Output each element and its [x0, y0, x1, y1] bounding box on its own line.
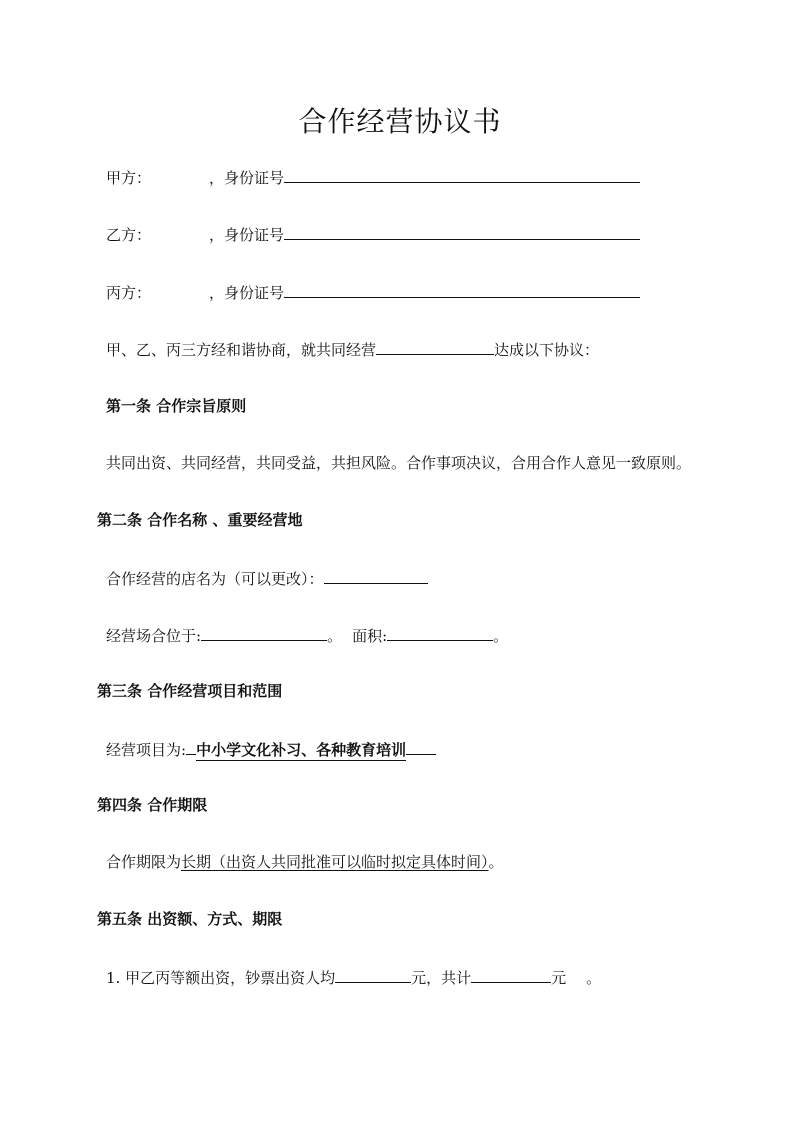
location-line [106, 624, 508, 646]
investment-end: 。 [586, 969, 602, 987]
intro-text-after: 达成以下协议： [494, 341, 600, 359]
project-label: 经营项目为: [106, 741, 187, 759]
intro-text-before: 甲、乙、丙三方经和谐协商，就共同经营 [106, 341, 377, 359]
investment-line [106, 966, 601, 988]
party-c-id-label: ，身份证号 [209, 284, 285, 302]
project-line [106, 738, 436, 761]
area-label: 面积: [352, 627, 388, 645]
article-3-heading: 第三条 合作经营项目和范围 [97, 682, 283, 700]
party-a-label: 甲方： [106, 169, 152, 187]
party-b-id-label: ，身份证号 [209, 226, 285, 244]
term-end: 。 [488, 853, 504, 871]
intro-line [106, 338, 599, 360]
article-5-heading: 第五条 出资额、方式、期限 [97, 910, 283, 928]
party-a-id-blank[interactable] [284, 166, 640, 183]
per-person-amount-blank[interactable] [335, 966, 411, 983]
investment-text-after: 元 [551, 969, 567, 987]
party-b-label: 乙方： [106, 226, 152, 244]
store-name-blank[interactable] [324, 567, 428, 584]
party-a-line [106, 166, 640, 188]
article-4-heading: 第四条 合作期限 [97, 796, 208, 814]
party-c-id-blank[interactable] [284, 281, 640, 298]
area-blank[interactable] [387, 624, 493, 641]
party-b-id-blank[interactable] [284, 223, 640, 240]
store-name-label: 合作经营的店名为（可以更改）： [106, 570, 324, 588]
document-title: 合作经营协议书 [298, 105, 502, 138]
project-value: 中小学文化补习、各种教育培训 [196, 741, 407, 759]
business-blank[interactable] [376, 338, 494, 355]
area-end: 。 [493, 627, 509, 645]
investment-text-mid: 元，共计 [411, 969, 472, 987]
location-label: 经营场合位于: [106, 627, 202, 645]
term-value: 长期（出资人共同批准可以临时拟定具体时间） [181, 853, 489, 871]
location-blank[interactable] [201, 624, 327, 641]
party-b-line [106, 223, 640, 245]
article-2-heading: 第二条 合作名称 、重要经营地 [97, 511, 303, 529]
investment-text-before: 1. 甲乙丙等额出资，钞票出资人均 [106, 969, 336, 987]
store-name-line [106, 567, 428, 589]
article-1-body: 共同出资、共同经营，共同受益，共担风险。合作事项决议，合用合作人意见一致原则。 [106, 454, 692, 472]
party-c-label: 丙方： [106, 284, 152, 302]
party-a-id-label: ，身份证号 [209, 169, 285, 187]
party-c-line [106, 281, 640, 303]
total-amount-blank[interactable] [471, 966, 551, 983]
term-line [106, 852, 504, 872]
location-end: 。 [327, 627, 343, 645]
term-label: 合作期限为 [106, 853, 182, 871]
article-1-heading: 第一条 合作宗旨原则 [106, 397, 247, 415]
